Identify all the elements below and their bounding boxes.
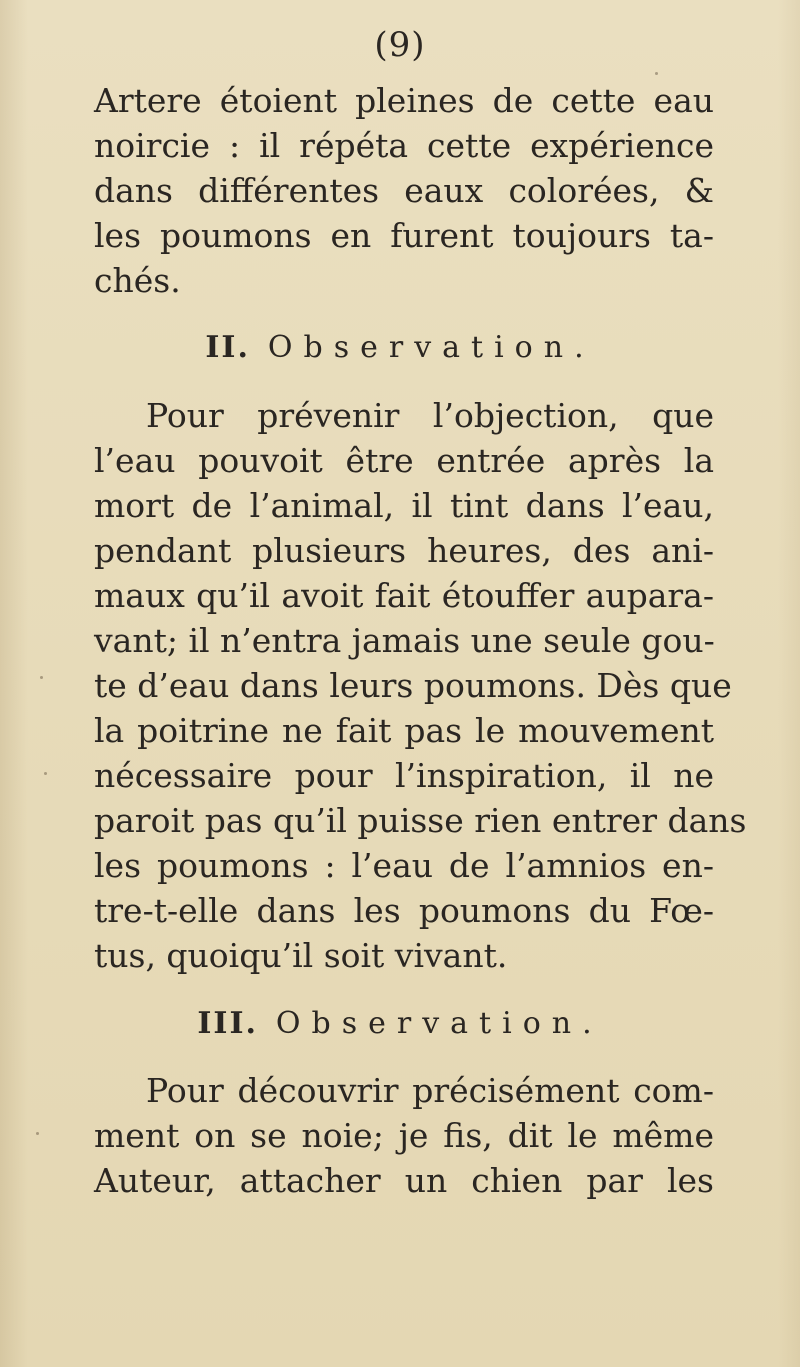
paragraph-observation-2 — [94, 393, 747, 978]
paper-speck — [40, 676, 43, 679]
text-line: Pour prévenir l’objection, que — [146, 396, 714, 435]
text-line: te d’eau dans leurs poumons. Dès que — [94, 666, 732, 705]
paragraph-continued — [94, 78, 714, 303]
page-number: (9) — [374, 25, 426, 65]
text-line: l’eau pouvoit être entrée après la — [94, 441, 714, 480]
section-heading — [0, 1002, 800, 1046]
section-title: Observation. — [267, 330, 595, 365]
text-line: Auteur, attacher un chien par les — [94, 1161, 714, 1200]
text-line: noircie : il répéta cette expérience — [94, 126, 714, 165]
section-number: II. — [205, 330, 250, 365]
paper-speck — [44, 772, 47, 775]
text-line: les poumons : l’eau de l’amnios en- — [94, 846, 714, 885]
text-line: les poumons en furent toujours ta- — [94, 216, 714, 255]
text-line: paroit pas qu’il puisse rien entrer dans — [94, 801, 747, 840]
text-line: tre-t-elle dans les poumons du Fœ- — [94, 891, 714, 930]
text-line: Pour découvrir précisément com- — [146, 1071, 714, 1110]
paragraph-observation-3 — [94, 1068, 714, 1203]
text-line: maux qu’il avoit fait étouffer aupara- — [94, 576, 714, 615]
text-line: tus, quoiqu’il soit vivant. — [94, 936, 508, 975]
section-heading — [0, 326, 800, 370]
text-line: ment on se noie; je fis, dit le même — [94, 1116, 714, 1155]
text-line: mort de l’animal, il tint dans l’eau, — [94, 486, 714, 525]
text-line: Artere étoient pleines de cette eau — [94, 81, 714, 120]
text-line: dans différentes eaux colorées, & — [94, 171, 714, 210]
text-line: la poitrine ne fait pas le mouvement — [94, 711, 714, 750]
text-line: chés. — [94, 261, 181, 300]
paper-speck — [36, 1132, 39, 1135]
section-title: Observation. — [275, 1006, 603, 1041]
paper-speck — [655, 72, 658, 75]
text-line: nécessaire pour l’inspiration, il ne — [94, 756, 714, 795]
text-line: vant; il n’entra jamais une seule gou- — [94, 621, 715, 660]
section-number: III. — [197, 1006, 258, 1041]
text-line: pendant plusieurs heures, des ani- — [94, 531, 714, 570]
